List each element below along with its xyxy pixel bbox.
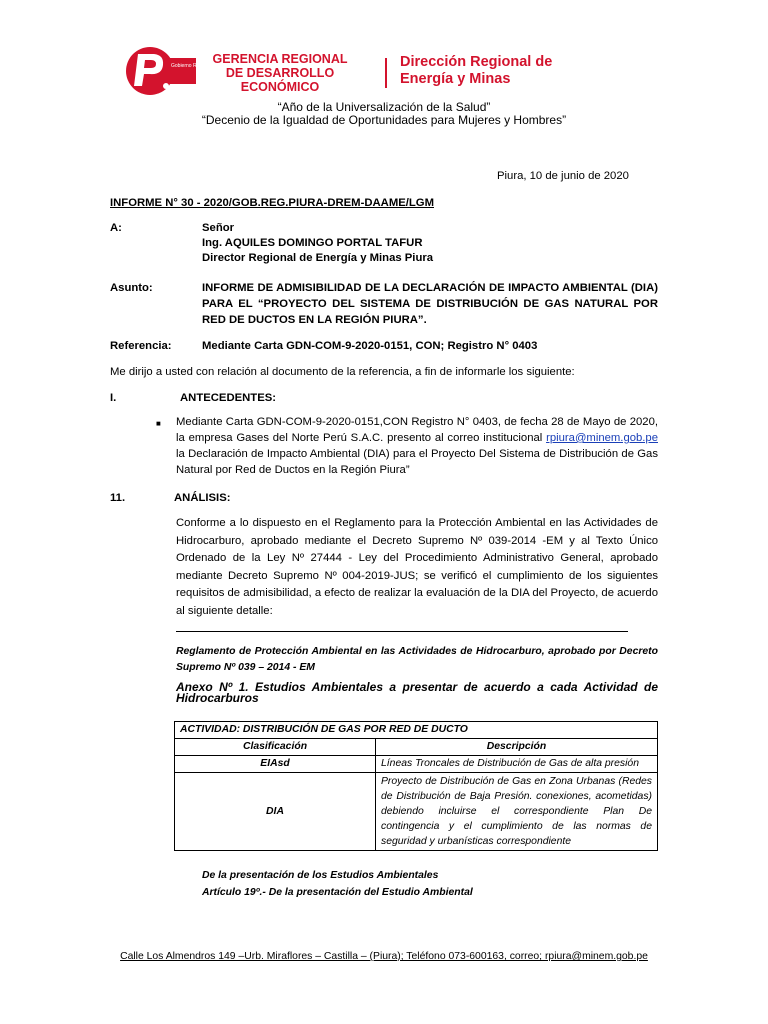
activity-table: [174, 721, 658, 851]
direccion-line-1: Dirección Regional de: [400, 54, 553, 70]
section-2-title: ANÁLISIS:: [174, 492, 231, 504]
section-2-number: 11.: [110, 492, 126, 504]
anexo-title: Anexo Nº 1. Estudios Ambientales a presentar de acuerdo a cada Actividad de Hidrocarburos: [176, 680, 658, 705]
bullet-icon: ■: [156, 419, 161, 428]
reglamento-title: Reglamento de Protección Ambiental en las Actividades de Hidrocarburo, aprobado por Decreto Supremo Nº 039 – 2014 - EM: [176, 646, 658, 673]
table-cell-eiasd: EIAsd: [175, 756, 376, 773]
footer-address: Calle Los Almendros 149 –Urb. Miraflores – Castilla – (Piura); Teléfono 073-600163, correo; rpiura@minem.gob.pe: [120, 951, 648, 962]
analysis-paragraph: Conforme a lo dispuesto en el Reglamento para la Protección Ambiental en las Actividades de Hidrocarburo, aprobado mediante el Decreto Supremo Nº 039-2014 -EM y al Texto Único Ordenado de la Ley Nº 27444 - Ley del Procedimiento Administrativo General, aprobado mediante Decreto Supremo Nº 004-2019-JUS; se verificó el cumplimiento de los siguientes requisitos de admisibilidad, a efecto de realizar la evaluación de la DIA del Proyecto, de acuerdo al siguiente detalle:: [176, 517, 658, 617]
gerencia-heading: [202, 52, 358, 94]
antecedentes-text-2: la Declaración de Impacto Ambiental (DIA) para el Proyecto Del Sistema de Distribución de Gas Natural por Red de Ductos en la Región Piura”: [176, 448, 658, 476]
direccion-heading: [400, 54, 552, 88]
table-cell-eiasd-desc: Líneas Troncales de Distribución de Gas de alta presión: [376, 756, 658, 773]
gerencia-line-1: GERENCIA REGIONAL: [212, 52, 348, 66]
section-1-number: I.: [110, 392, 117, 404]
table-row: [175, 739, 658, 756]
reference-text: Mediante Carta GDN-COM-9-2020-0151, CON; Registro N° 0403: [202, 340, 538, 352]
email-link[interactable]: rpiura@minem.gob.pe: [546, 432, 658, 444]
gobierno-regional-logo: [124, 46, 226, 96]
addressee-name: Ing. AQUILES DOMINGO PORTAL TAFUR: [202, 237, 423, 249]
table-title-cell: ACTIVIDAD: DISTRIBUCIÓN DE GAS POR RED DE DUCTO: [175, 722, 658, 739]
motto-decade: “Decenio de la Igualdad de Oportunidades para Mujeres y Hombres”: [201, 113, 567, 127]
addressee-label: A:: [110, 222, 122, 234]
antecedentes-text-1: Mediante Carta GDN-COM-9-2020-0151,CON Registro N° 0403, de fecha 28 de Mayo de 2020, la empresa Gases del Norte Perú S.A.C. presento al correo institucional: [176, 416, 658, 444]
header-divider: [385, 58, 387, 88]
antecedentes-paragraph: [176, 414, 658, 478]
gerencia-line-2: DE DESARROLLO: [225, 66, 335, 80]
logo-text: Gobierno Regional Piura: [171, 63, 226, 69]
reference-label: Referencia:: [110, 340, 172, 352]
table-row: [175, 722, 658, 739]
subject-text: INFORME DE ADMISIBILIDAD DE LA DECLARACIÓN DE IMPACTO AMBIENTAL (DIA) PARA EL “PROYECTO DEL SISTEMA DE DISTRIBUCIÓN DE GAS NATURAL POR RED DE DUCTOS EN LA REGIÓN PIURA”.: [202, 282, 658, 326]
section-1-title: ANTECEDENTES:: [180, 392, 277, 404]
direccion-line-2: Energía y Minas: [400, 71, 511, 87]
subject-label: Asunto:: [110, 282, 153, 294]
gerencia-line-3: ECONÓMICO: [240, 80, 320, 94]
addressee-title: Señor: [202, 222, 235, 234]
separator-line: [176, 631, 628, 632]
addressee-position: Director Regional de Energía y Minas Piura: [202, 252, 434, 264]
presentation-heading: De la presentación de los Estudios Ambientales: [202, 870, 439, 881]
motto-year: “Año de la Universalización de la Salud”: [277, 100, 491, 114]
article-19-heading: Artículo 19º.- De la presentación del Estudio Ambiental: [202, 887, 473, 898]
document-date: Piura, 10 de junio de 2020: [497, 170, 629, 182]
table-header-descripcion: Descripción: [376, 739, 658, 756]
table-cell-dia-desc: Proyecto de Distribución de Gas en Zona Urbanas (Redes de Distribución de Baja Presión. conexiones, acometidas) debiendo incluirse el correspondiente Plan De contingencia y el cumplimiento de las normas de seguridad y urbanísticas correspondiente: [376, 773, 658, 851]
table-cell-dia: DIA: [175, 773, 376, 851]
table-row: [175, 773, 658, 851]
table-header-clasificacion: Clasificación: [175, 739, 376, 756]
table-row: [175, 756, 658, 773]
informe-number: INFORME N° 30 - 2020/GOB.REG.PIURA-DREM-DAAME/LGM: [110, 197, 434, 209]
intro-paragraph: Me dirijo a usted con relación al documento de la referencia, a fin de informarle los siguiente:: [110, 366, 575, 378]
